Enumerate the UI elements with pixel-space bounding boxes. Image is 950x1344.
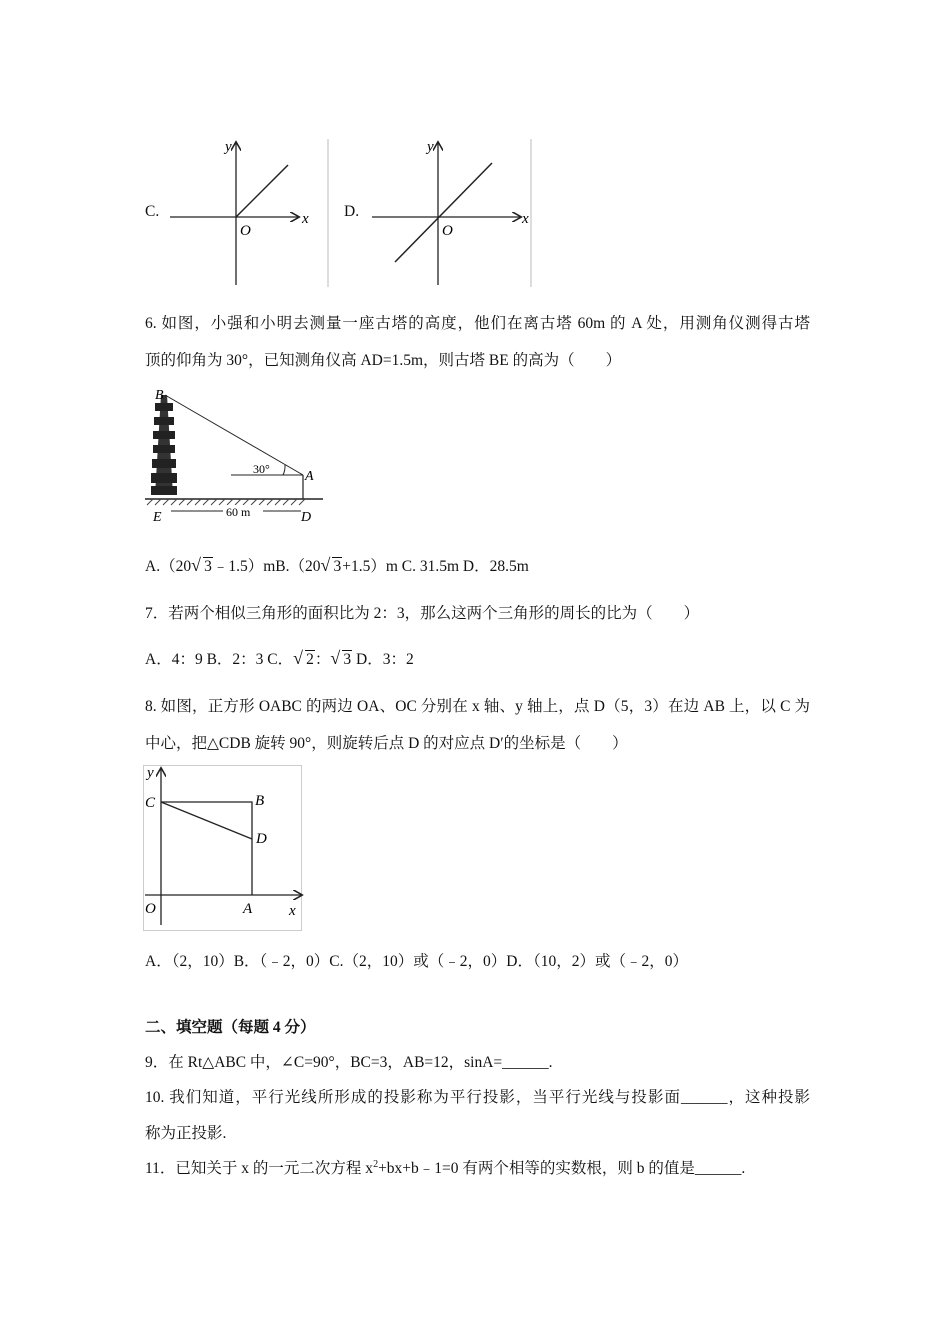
distance-label: 60 m bbox=[226, 505, 251, 519]
q8-stem-line2: 中心，把△CDB 旋转 90°，则旋转后点 D 的对应点 D′的坐标是（ ） bbox=[145, 735, 628, 752]
q7-stem: 7．若两个相似三角形的面积比为 2：3，那么这两个三角形的周长的比为（ ） bbox=[145, 605, 700, 622]
q10-line1: 10. 我们知道，平行光线所形成的投影称为平行投影，当平行光线与投影面______，这种投影 bbox=[145, 1089, 810, 1106]
q6-tower-figure bbox=[143, 383, 328, 525]
x-axis-label: x bbox=[289, 903, 296, 919]
point-e-label: E bbox=[153, 510, 162, 525]
point-d-label: D bbox=[301, 510, 312, 525]
x-axis-label: x bbox=[302, 211, 309, 227]
q10-line2: 称为正投影. bbox=[145, 1125, 227, 1142]
q11-exponent: 2 bbox=[373, 1158, 379, 1170]
graph-c bbox=[168, 135, 333, 290]
graph-d bbox=[370, 135, 535, 290]
q11-prefix: 11．已知关于 x 的一元二次方程 x bbox=[145, 1160, 374, 1177]
figure-frame bbox=[144, 766, 302, 931]
point-a-label: A bbox=[305, 469, 314, 484]
point-a-label: A bbox=[243, 901, 253, 917]
q6-stem-line1: 6. 如图，小强和小明去测量一座古塔的高度，他们在离古塔 60m 的 A 处，用测角仪测得古塔 bbox=[145, 315, 810, 332]
q7-options bbox=[145, 647, 414, 669]
angle-arc bbox=[283, 465, 285, 475]
sqrt-icon bbox=[322, 558, 342, 576]
origin-label: O bbox=[442, 223, 453, 239]
point-c-label: C bbox=[145, 795, 156, 811]
option-d-label: D. bbox=[344, 203, 360, 220]
q7-colon: ： bbox=[314, 651, 331, 668]
origin-label: O bbox=[240, 223, 251, 239]
q6-options bbox=[145, 554, 529, 576]
sight-line bbox=[165, 395, 303, 475]
point-b-label: B bbox=[255, 793, 265, 809]
square-oabc bbox=[161, 802, 252, 895]
q7-radicand-1: 2 bbox=[306, 651, 314, 668]
q9: 9．在 Rt△ABC 中，∠C=90°，BC=3，AB=12，sinA=______. bbox=[145, 1054, 553, 1071]
q7-radicand-2: 3 bbox=[343, 651, 352, 668]
section-heading: 二、填空题（每题 4 分） bbox=[145, 1019, 316, 1036]
q7-options-prefix: A．4：9 B．2：3 C． bbox=[145, 651, 294, 668]
y-axis-label: y bbox=[147, 765, 154, 781]
q11 bbox=[145, 1156, 745, 1178]
q6-option-a-prefix: A.（20 bbox=[145, 558, 192, 575]
q8-options: A．（2，10）B．（﹣2，0）C.（2，10）或（﹣2，0）D．（10，2）或（﹣2，0） bbox=[145, 953, 688, 970]
angle-label: 30° bbox=[253, 462, 270, 476]
point-b-label: B bbox=[155, 388, 164, 403]
sqrt-icon bbox=[332, 651, 352, 669]
q6-option-b-radicand: 3 bbox=[333, 558, 342, 575]
q6-option-a-radicand: 3 bbox=[204, 558, 212, 575]
q7-options-rest: D．3：2 bbox=[352, 651, 414, 668]
q6-option-rest: +1.5）m C. 31.5m D．28.5m bbox=[342, 558, 529, 575]
y-axis-label: y bbox=[225, 139, 232, 155]
point-d-label: D bbox=[256, 831, 267, 847]
option-c-label: C. bbox=[145, 203, 160, 220]
pagoda-icon bbox=[151, 395, 177, 495]
x-axis-label: x bbox=[522, 211, 529, 227]
graph-line bbox=[395, 163, 492, 262]
y-axis-label: y bbox=[427, 139, 434, 155]
segment-cd bbox=[161, 802, 252, 839]
q6-stem-line2: 顶的仰角为 30°，已知测角仪高 AD=1.5m，则古塔 BE 的高为（ ） bbox=[145, 352, 622, 369]
origin-label: O bbox=[145, 901, 156, 917]
sqrt-icon bbox=[193, 558, 213, 576]
q8-stem-line1: 8. 如图，正方形 OABC 的两边 OA、OC 分别在 x 轴、y 轴上，点 D（5，3）在边 AB 上，以 C 为 bbox=[145, 698, 810, 715]
q11-rest: +bx+b﹣1=0 有两个相等的实数根，则 b 的值是______. bbox=[378, 1160, 746, 1177]
graph-line bbox=[236, 165, 288, 217]
sqrt-icon bbox=[295, 651, 315, 669]
q8-square-figure bbox=[143, 765, 305, 933]
q6-option-b-prefix: ﹣1.5）mB.（20 bbox=[212, 558, 321, 575]
